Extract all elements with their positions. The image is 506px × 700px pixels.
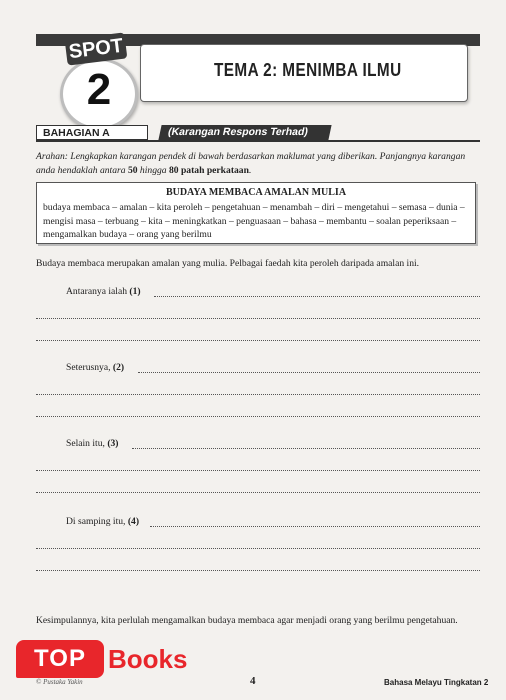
page-title: TEMA 2: MENIMBA ILMU [214,60,402,80]
prompt-3-text: Selain itu, [66,438,108,449]
prompt-4-number: (4) [127,516,140,527]
answer-line[interactable] [36,394,480,395]
word-min: 50 [127,165,138,176]
answer-line[interactable] [36,548,480,549]
instructions-end: . [248,165,252,176]
answer-line[interactable] [138,372,480,373]
spot-number: 2 [86,65,112,114]
word-bank-box [36,182,476,244]
prompt-3-number: (3) [107,438,119,449]
page-number: 4 [250,675,256,687]
answer-line[interactable] [36,570,480,571]
prompt-3 [66,438,119,449]
answer-line[interactable] [36,318,480,319]
publisher-credit: © Pustaka Yakin [36,678,83,686]
topbooks-watermark-logo [16,640,206,678]
answer-line[interactable] [36,416,480,417]
prompt-1-text: Antaranya ialah [66,286,130,297]
word-max: 80 patah perkataan [168,165,249,176]
prompt-4 [66,516,139,527]
watermark-books: Books [108,644,188,674]
answer-line[interactable] [154,296,480,297]
answer-line[interactable] [36,340,480,341]
prompt-1-number: (1) [129,286,141,297]
instructions-text: : Lengkapkan karangan pendek di bawah berdasarkan maklumat yang diberikan. Panjangnya karangan anda hendaklah antara [36,151,466,176]
answer-line[interactable] [132,448,480,449]
answer-line[interactable] [36,492,480,493]
watermark-top: TOP [16,640,104,678]
instructions-label: Arahan [36,151,65,162]
essay-intro: Budaya membaca merupakan amalan yang mulia. Pelbagai faedah kita peroleh daripada amalan ini. [36,258,420,269]
essay-closing: Kesimpulannya, kita perlulah mengamalkan budaya membaca agar menjadi orang yang berilmu pengetahuan. [36,615,458,626]
word-bank-title: BUDAYA MEMBACA AMALAN MULIA [165,187,347,198]
answer-line[interactable] [36,470,480,471]
answer-line[interactable] [150,526,480,527]
instructions-connector: hingga [137,165,169,176]
section-part-label: BAHAGIAN A [36,125,148,140]
prompt-2-text: Seterusnya, [66,362,113,373]
prompt-2-number: (2) [112,362,125,373]
prompt-4-text: Di samping itu, [66,516,128,527]
spot-label: SPOT [65,32,128,65]
instructions [36,150,480,178]
book-title: Bahasa Melayu Tingkatan 2 [384,678,489,687]
section-subtitle: (Karangan Respons Terhad) [158,125,331,140]
prompt-2 [66,362,124,373]
prompt-1 [66,286,141,297]
word-bank-text: budaya membaca – amalan – kita peroleh – pengetahuan – menambah – diri – mengetahui – semasa – dunia – mengisi masa – terbuang – kita – meningkatkan – penguasaan – bahasa – membantu – soalan peperiksaan – mengamalkan budaya – orang yang berilmu [43,202,465,240]
